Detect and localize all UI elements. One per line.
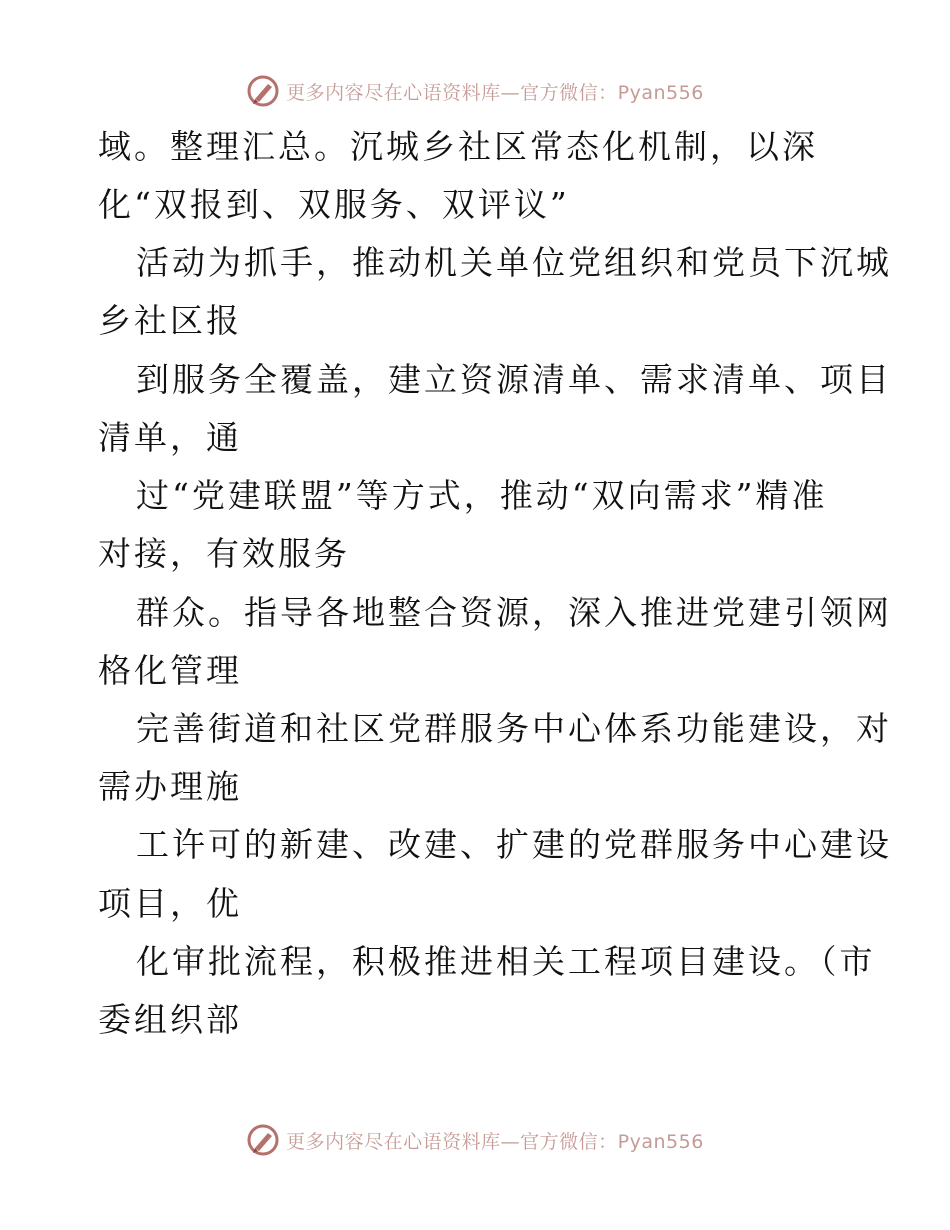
text-line: 格化管理 xyxy=(98,651,242,690)
text-line: 乡社区报 xyxy=(98,301,242,340)
text-line: 清单，通 xyxy=(98,418,242,457)
watermark-text: 更多内容尽在心语资料库—官方微信：Pyan556 xyxy=(286,81,704,104)
pen-circle-logo-icon xyxy=(246,74,280,108)
text-line: 化审批流程，积极推进相关工程项目建设。（市 xyxy=(136,942,876,981)
footer-watermark xyxy=(0,1120,950,1160)
watermark-text: 更多内容尽在心语资料库—官方微信：Pyan556 xyxy=(286,1130,704,1153)
text-line: 项目，优 xyxy=(98,884,242,923)
text-line: 到服务全覆盖，建立资源清单、需求清单、项目 xyxy=(136,360,892,399)
text-line: 工许可的新建、改建、扩建的党群服务中心建设 xyxy=(136,825,892,864)
pen-circle-logo-icon xyxy=(246,1123,280,1157)
text-line: 完善街道和社区党群服务中心体系功能建设，对 xyxy=(136,709,892,748)
header-watermark xyxy=(0,71,950,111)
text-line: 活动为抓手，推动机关单位党组织和党员下沉城 xyxy=(136,243,892,282)
text-line: 委组织部 xyxy=(98,1000,242,1039)
text-line: 化“双报到、双服务、双评议” xyxy=(98,185,570,224)
text-line: 对接，有效服务 xyxy=(98,534,350,573)
text-line: 域。整理汇总。沉城乡社区常态化机制，以深 xyxy=(98,127,818,166)
text-line: 过“党建联盟”等方式，推动“双向需求”精准 xyxy=(136,476,828,515)
text-line: 群众。指导各地整合资源，深入推进党建引领网 xyxy=(136,593,892,632)
text-line: 需办理施 xyxy=(98,767,242,806)
